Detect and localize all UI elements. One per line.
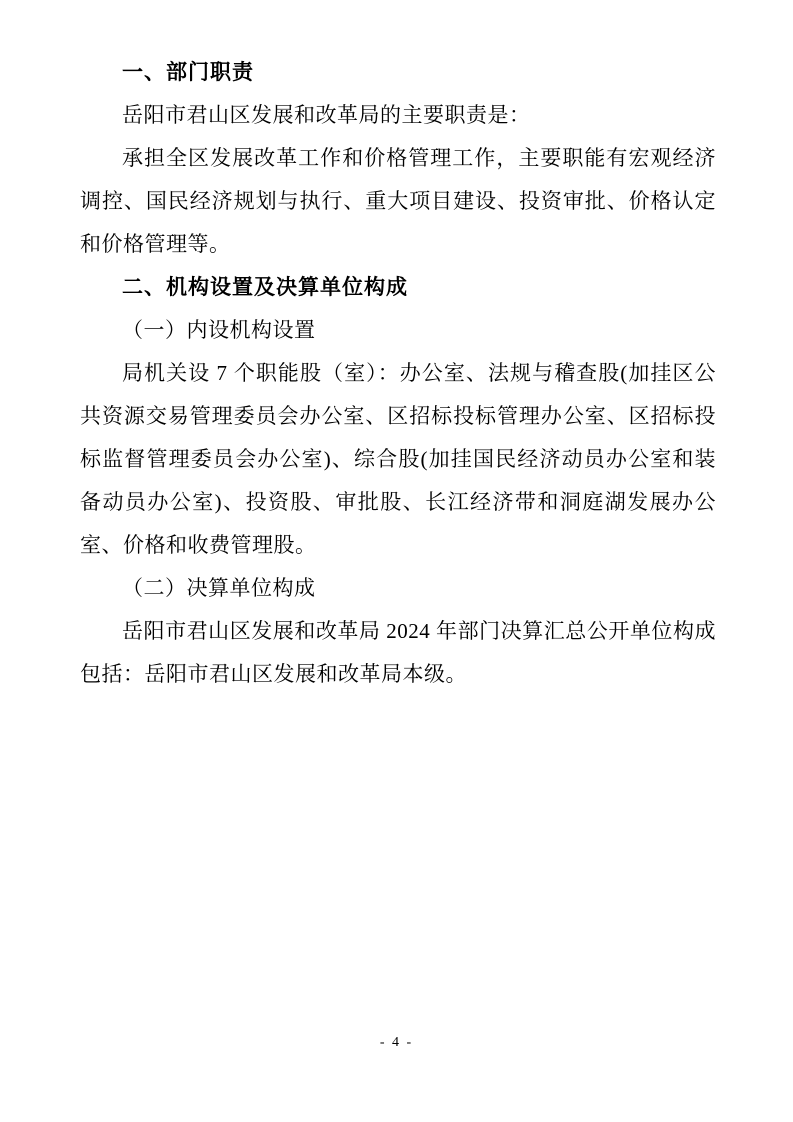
subsection-heading-internal-structure: （一）内设机构设置 — [122, 318, 316, 342]
page-number: - 4 - — [379, 1035, 414, 1050]
section-heading-organization: 二、机构设置及决算单位构成 — [122, 275, 408, 299]
paragraph-unit-composition-detail: 岳阳市君山区发展和改革局 2024 年部门决算汇总公开单位构成包括：岳阳市君山区发展和改革局本级。 — [80, 619, 716, 686]
paragraph-duties-detail: 承担全区发展改革工作和价格管理工作，主要职能有宏观经济调控、国民经济规划与执行、重大项目建设、投资审批、价格认定和价格管理等。 — [80, 146, 716, 256]
paragraph-internal-structure-detail: 局机关设 7 个职能股（室）：办公室、法规与稽查股(加挂区公共资源交易管理委员会办公室、区招标投标管理办公室、区招标投标监督管理委员会办公室)、综合股(加挂国民经济动员办公室和装备动员办公室)、投资股、审批股、长江经济带和洞庭湖发展办公室、价格和收费管理股。 — [80, 361, 716, 557]
page-footer — [0, 1033, 793, 1053]
document-content — [80, 51, 716, 696]
paragraph-duties-intro: 岳阳市君山区发展和改革局的主要职责是： — [122, 103, 531, 127]
section-heading-duties: 一、部门职责 — [122, 60, 254, 84]
subsection-heading-unit-composition: （二）决算单位构成 — [122, 576, 316, 600]
